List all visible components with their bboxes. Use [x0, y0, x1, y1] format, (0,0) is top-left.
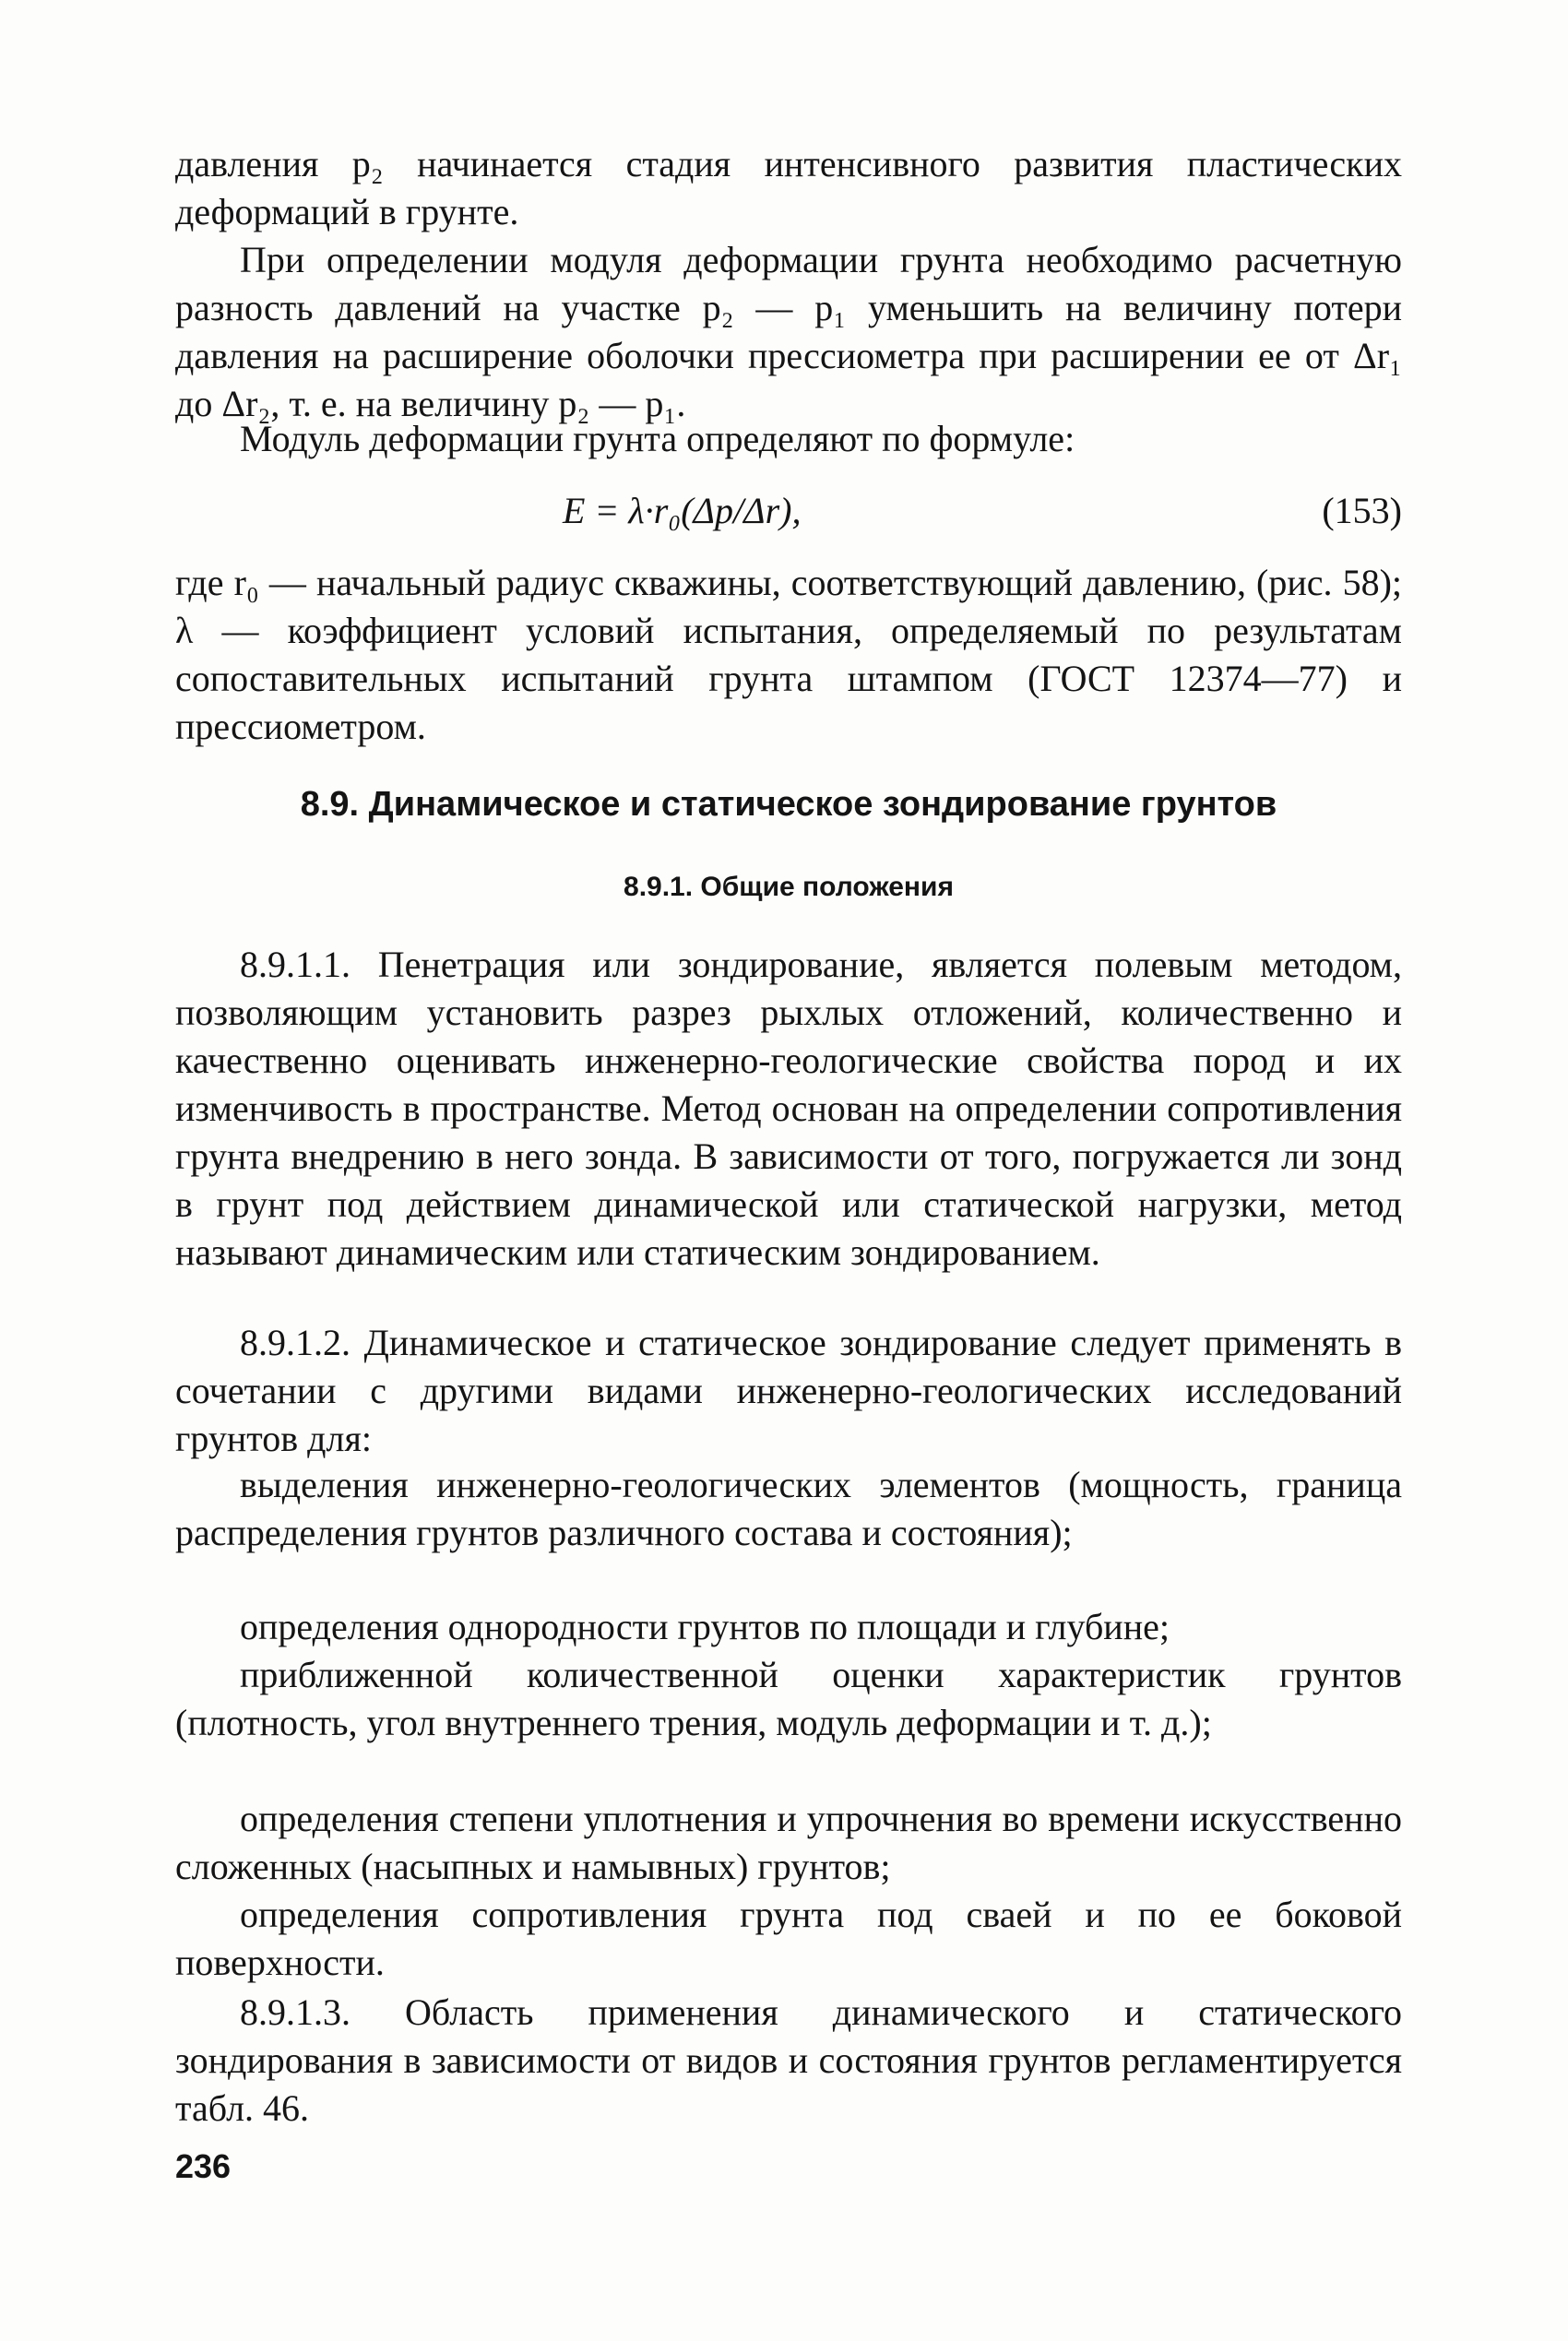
item-8-9-1-1: 8.9.1.1. Пенетрация или зондирование, является полевым методом, позволяющим установить разрез рыхлых отложений, количественно и качественно оценивать инженерно-геологические свойства пород и их изменчивость в пространстве. Метод основан на определении сопротивления грунта внедрению в него зонда. В зависимости от того, погружается ли зонд в грунт под действием динамической или статической нагрузки, метод называют динамическим или статическим зондированием.: [175, 944, 1402, 1273]
paragraph-formula-intro: Модуль деформации грунта определяют по формуле:: [240, 418, 1075, 459]
formula-row: [175, 483, 1402, 539]
subsection-title: 8.9.1. Общие положения: [624, 872, 954, 902]
list-item-3: приближенной количественной оценки характеристик грунтов (плотность, угол внутреннего трения, модуль деформации и т. д.);: [175, 1654, 1402, 1743]
paragraph-where: где r₀ — начальный радиус скважины, соответствующий давлению, (рис. 58); λ — коэффициент условий испытания, определяемый по результатам сопоставительных испытаний грунта штампом (ГОСТ 12374—77) и прессиометром.: [175, 562, 1402, 747]
list-item-1: выделения инженерно-геологических элементов (мощность, граница распределения грунтов различного состава и состояния);: [175, 1464, 1402, 1553]
list-item-5: определения сопротивления грунта под сваей и по ее боковой поверхности.: [175, 1894, 1402, 1983]
item-8-9-1-2: 8.9.1.2. Динамическое и статическое зондирование следует применять в сочетании с другими видами инженерно-геологических исследований грунтов для:: [175, 1322, 1402, 1459]
section-title: 8.9. Динамическое и статическое зондирование грунтов: [300, 785, 1277, 824]
paragraph-deformation-modulus: При определении модуля деформации грунта необходимо расчетную разность давлений на участке p₂ — p₁ уменьшить на величину потери давления на расширение оболочки прессиометра при расширении ее от Δr₁ до Δr₂, т. е. на величину p₂ — p₁.: [175, 239, 1402, 424]
formula-number: (153): [1322, 490, 1402, 531]
formula-153: E = λ·r₀(Δp/Δr),: [563, 490, 802, 531]
list-item-4: определения степени уплотнения и упрочнения во времени искусственно сложенных (насыпных и намывных) грунтов;: [175, 1798, 1402, 1887]
paragraph-intro: давления p₂ начинается стадия интенсивного развития пластических деформаций в грунте.: [175, 143, 1402, 232]
list-item-2: определения однородности грунтов по площади и глубине;: [240, 1606, 1170, 1647]
item-8-9-1-3: 8.9.1.3. Область применения динамического и статического зондирования в зависимости от видов и состояния грунтов регламентируется табл. 46.: [175, 1991, 1402, 2129]
page-number: 236: [175, 2147, 232, 2185]
